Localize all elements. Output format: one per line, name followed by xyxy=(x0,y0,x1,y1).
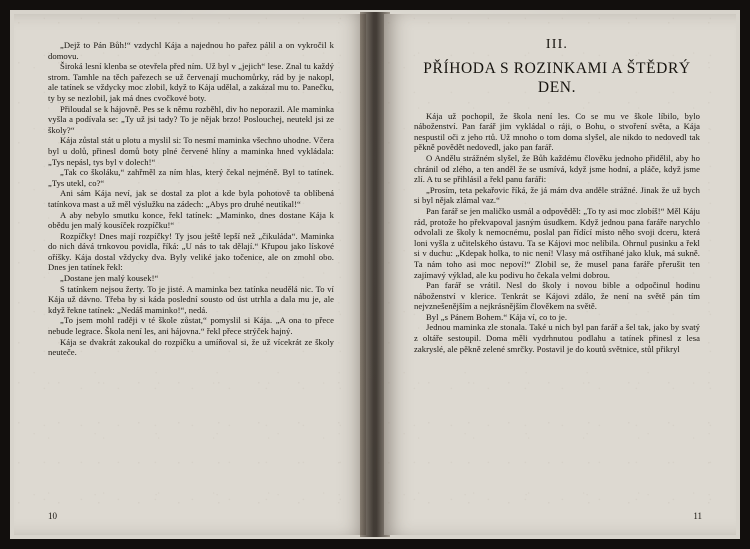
paragraph: Pan farář se vrátil. Nesl do školy i novou bible a odpočinul hodinu náboženství v klerice. Tenkrát se Kájovi zdálo, že není na světě pán tím nejvznešenějším a nejkrásnějším člověkem na světě. xyxy=(414,280,700,312)
paragraph: „Tak co školáku,“ zahřměl za ním hlas, který čekal nejméně. Byl to tatínek. „Tys utekl, co?“ xyxy=(48,167,334,188)
paragraph: Kája zůstal stát u plotu a myslil si: To nesmí maminka všechno uhodne. Včera byl u dolů, přinesl domů boty plné červené hlíny a maminka hned vykládala: „Tys nepásl, tys byl v dolech!“ xyxy=(48,135,334,167)
chapter-number: III. xyxy=(545,37,569,52)
paragraph: „To jsem mohl raději v té škole zůstat,“ pomyslil si Kája. „A ona to přece nebude legrace. Škola není les, ani hájovna.“ řekl přece strýček hajný. xyxy=(48,315,334,337)
paragraph: Ani sám Kája neví, jak se dostal za plot a kde byla pohotově ta oblíbená tatínkova mast a už měl výslužku na zádech: „Abys pro druhé neutíkal!“ xyxy=(48,188,334,209)
paragraph: Kája už pochopil, že škola není les. Co se mu ve škole líbilo, bylo náboženství. Pan farář jim vykládal o ráji, o Bohu, o stvoření světa, a Kája nespustil oči z jeho rtů. Už mnoho o tom doma slyšel, ale nikdo to nedovedl tak pěkně povědět nedovedl, jako pan farář. xyxy=(414,110,700,153)
paragraph: S tatínkem nejsou žerty. To je jisté. A maminka bez tatínka neudělá nic. To ví Kája už dávno. Třeba by si káda poslední sousto od úst utrhla a dala mu je, ale když řekne tatínek: „Nedáš maminko!“, nedá. xyxy=(48,283,334,315)
paragraph: „Dostane jen malý kousek!“ xyxy=(60,273,159,284)
page-number-right: 11 xyxy=(693,511,702,521)
paragraph: Kája se dvakrát zakoukal do rozpíčku a umíňoval si, že už vícekrát ze školy neuteče. xyxy=(48,336,334,358)
paragraph: Pan farář se jen maličko usmál a odpověděl: „To ty asi moc zlobíš!“ Měl Káju rád, protože ho překvapoval jasným úsudkem. Když jednou pana faráře narychlo odvolali ze školy k nemocnému, poslal pan řídící místo něho svoji dceru, která loni vyšla z učitelského ústavu. Ta se Kájovi moc nelíbila. Ohrnul pusinku a řekl si v duchu: „Kdepak holka, to nic není! Vlasy má ostříhané jako kluk, má sukně. Ta nám toho asi moc nepoví!“ Zlobil se, že musel pana faráře přerušit ten zajímavý výklad, ale ku podivu ho čekala velmi dobrou. xyxy=(414,205,700,280)
paragraph: Široká lesní klenba se otevřela před ním. Už byl v „jejich“ lese. Znal tu každý strom. Tamhle na těch pařezech se už červenají muchomůrky, rád by je nakopl, ale tatínek se vždycky moc zlobil, když to Kája udělal, a zakázal mu to. Panečku, ty by se nezlobil, jak má dnes cvočkové boty. xyxy=(48,61,334,103)
right-page-text-column xyxy=(414,37,700,354)
paragraph: „Prosím, teta pekařovic říká, že já mám dva anděle strážné. Jinak že už bych si byl nějak zlámal vaz.“ xyxy=(414,184,700,206)
paragraph: A aby nebylo smutku konce, řekl tatínek: „Maminko, dnes dostane Kája k obědu jen malý kousíček rozpíčku!“ xyxy=(48,209,334,231)
paragraph: O Andělu strážném slyšel, že Bůh každému člověku jednoho přidělil, aby ho chránil od zlého, a ten anděl že se usmívá, když jsme hodní, a pláče, když jsme zlí. A tu se přihlásil a řekl panu faráři: xyxy=(414,152,700,185)
page-number-left: 10 xyxy=(48,511,57,521)
left-page-text-column xyxy=(48,40,334,358)
chapter-title: PŘÍHODA S ROZINKAMI A ŠTĚDRÝ DEN. xyxy=(423,59,691,96)
right-page xyxy=(384,14,736,535)
paragraph: Rozpíčky! Dnes mají rozpíčky! Ty jsou ještě lepší než „čikuláda“. Maminka do nich dává trnkovou povidla, říká: „U nás to tak dělají.“ Křupou jako lískové oříšky. Kája dostal vždycky dva. Byly veliké jako točenice, ale on zmohl obo. Dnes jen tatínek řekl: xyxy=(48,230,334,273)
left-page xyxy=(14,14,366,535)
paragraph: Jednou maminka zle stonala. Také u nich byl pan farář a šel tak, jako by svatý z oltáře sestoupil. Doma měli vydrhnutou podlahu a tatínek přinesl z lesa zakryslé, ale pěkně zelené smrčky. Postavil je do koutů světnice, stůl přikryl xyxy=(414,322,700,354)
paragraph: „Dejž to Pán Bůh!“ vzdychl Kája a najednou ho pařez pálil a on vykročil k domovu. xyxy=(48,40,334,61)
paragraph: Přiloudal se k hájovně. Pes se k němu rozběhl, div ho neporazil. Ale maminka vyšla a podívala se: „Ty už jsi tady? To je nějak brzo! Poslouchej, neutekl jsi ze školy?“ xyxy=(48,103,334,135)
paragraph: Byl „s Pánem Bohem.“ Kája ví, co to je. xyxy=(426,311,568,322)
